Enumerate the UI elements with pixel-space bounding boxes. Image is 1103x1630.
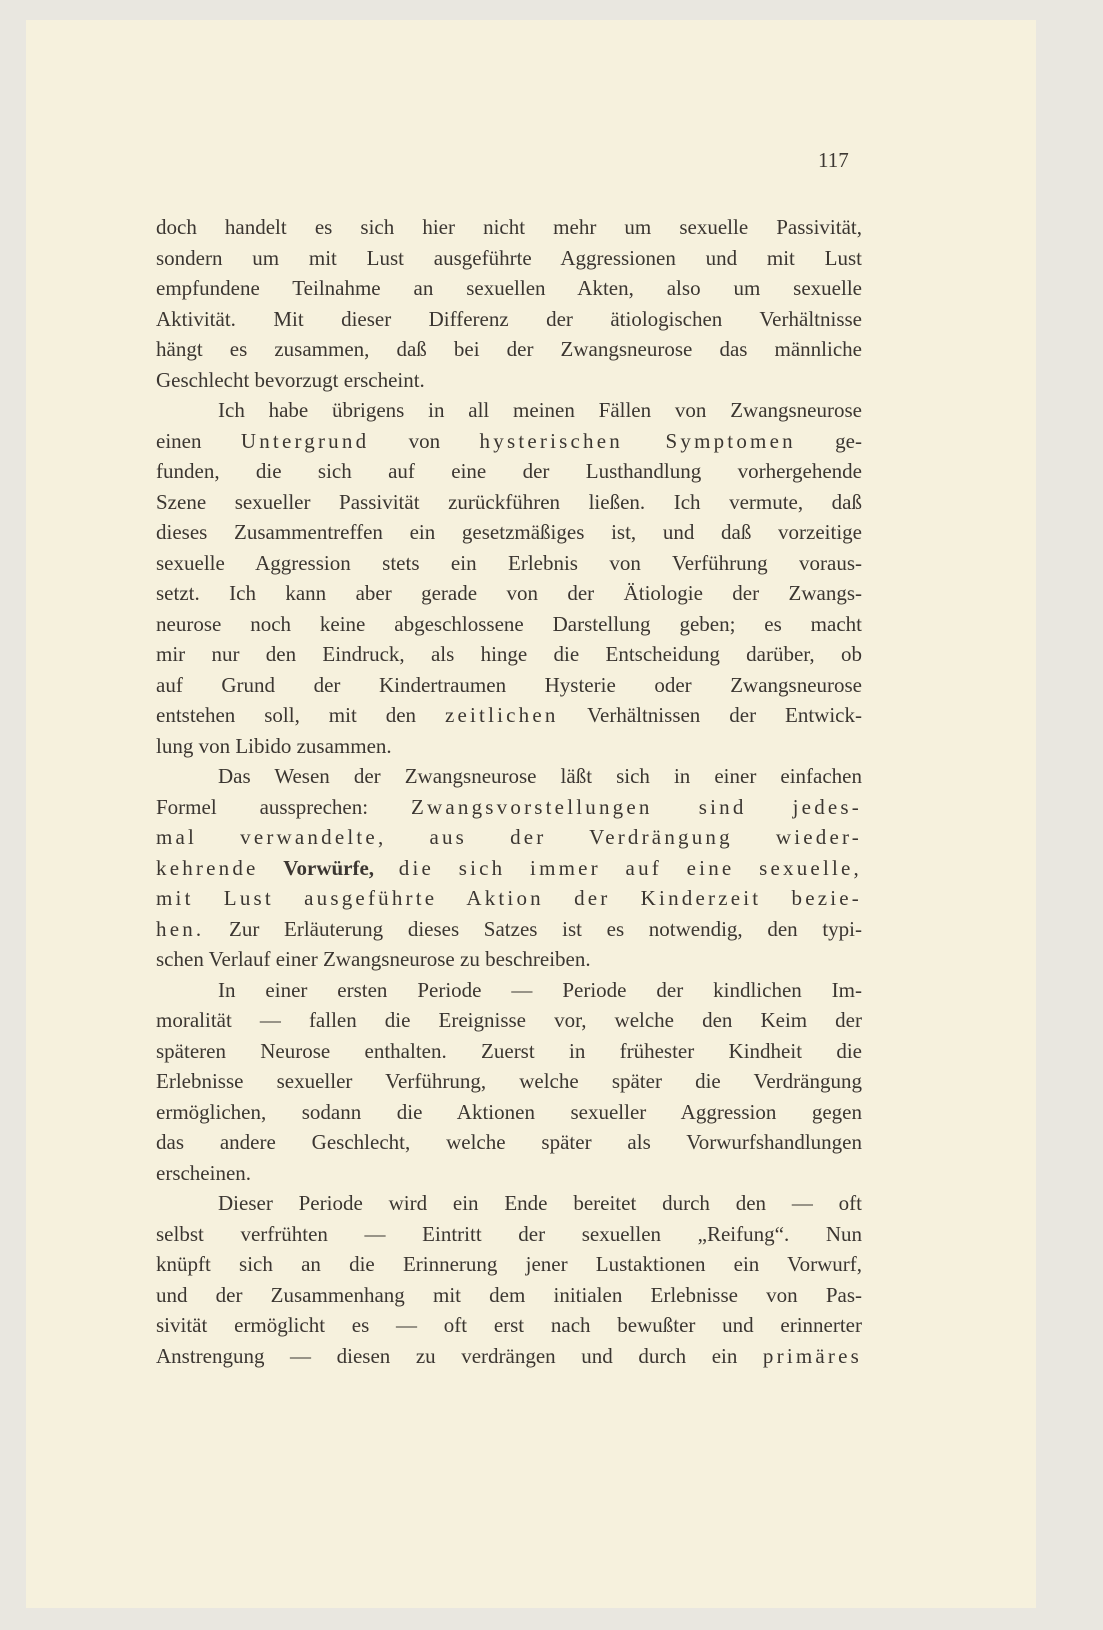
text-run: In einer ersten Periode — Periode der kindlichen Im- — [218, 977, 862, 1002]
text-run: Ich habe übrigens in all meinen Fällen von Zwangsneurose — [218, 398, 862, 422]
text-run: lung von Libido zusammen. — [156, 733, 392, 758]
text-line — [156, 243, 862, 274]
text-line — [156, 212, 862, 243]
text-run: funden, die sich auf eine der Lusthandlung vorhergehende — [156, 459, 862, 483]
text-run: späteren Neurose enthalten. Zuerst in frühester Kindheit die — [156, 1038, 862, 1063]
text-run: einen — [156, 428, 241, 453]
text-run: von — [369, 428, 480, 453]
text-line — [156, 1219, 862, 1250]
text-run: hängt es zusammen, daß bei der Zwangsneurose das männliche — [156, 337, 862, 361]
text-run: Das Wesen der Zwangsneurose läßt sich in einer einfachen — [218, 764, 862, 788]
text-run: sexuelle Aggression stets ein Erlebnis von Verführung voraus- — [156, 550, 862, 575]
text-line — [156, 334, 862, 365]
bold-emphasis: Vorwürfe, — [283, 855, 375, 880]
text-line — [156, 426, 862, 457]
text-line — [156, 365, 862, 396]
text-run: sondern um mit Lust ausgeführte Aggressionen und mit Lust — [156, 245, 862, 270]
text-line — [156, 975, 862, 1006]
text-run: auf Grund der Kindertraumen Hysterie oder Zwangsneurose — [156, 672, 862, 697]
text-run: dieses Zusammentreffen ein gesetzmäßiges ist, und daß vorzeitige — [156, 520, 862, 544]
text-run: Zur Erläuterung dieses Satzes ist es notwendig, den typi- — [204, 916, 862, 941]
text-run: doch handelt es sich hier nicht mehr um sexuelle Passivität, — [156, 215, 862, 239]
text-run: Aktivität. Mit dieser Differenz der ätiologischen Verhältnisse — [156, 306, 862, 331]
text-run: sivität ermöglicht es — oft erst nach bewußter und erinnerter — [156, 1313, 862, 1337]
text-run: erscheinen. — [156, 1160, 252, 1185]
spaced-emphasis: mal verwandelte, aus der Verdrängung wieder- — [156, 825, 862, 849]
text-line — [156, 1127, 862, 1158]
spaced-emphasis: hysterischen Symptomen — [479, 428, 796, 453]
text-run: moralität — fallen die Ereignisse vor, welche den Keim der — [156, 1008, 862, 1032]
text-line — [156, 914, 862, 945]
text-run: Verhältnissen der Entwick- — [558, 703, 862, 727]
text-line — [156, 1036, 862, 1067]
page-number: 117 — [818, 148, 849, 172]
spaced-emphasis: mit Lust ausgeführte Aktion der Kinderzeit bezie- — [156, 886, 862, 910]
text-run: Anstrengung — diesen zu verdrängen und durch ein — [156, 1343, 763, 1368]
text-line — [156, 792, 862, 823]
text-line — [156, 1066, 862, 1097]
text-line — [156, 1005, 862, 1036]
text-line — [156, 609, 862, 640]
text-run: ermöglichen, sodann die Aktionen sexueller Aggression gegen — [156, 1099, 862, 1124]
text-line — [156, 670, 862, 701]
text-line — [156, 761, 862, 792]
text-line — [156, 487, 862, 518]
text-line — [156, 548, 862, 579]
body-text — [156, 212, 862, 1371]
text-run: Szene sexueller Passivität zurückführen ließen. Ich vermute, daß — [156, 489, 862, 514]
text-run: das andere Geschlecht, welche später als Vorwurfshandlungen — [156, 1130, 862, 1154]
text-line — [156, 1280, 862, 1311]
text-run: knüpft sich an die Erinnerung jener Lustaktionen ein Vorwurf, — [156, 1252, 862, 1276]
text-run: und der Zusammenhang mit dem initialen Erlebnisse von Pas- — [156, 1282, 862, 1307]
text-line — [156, 1341, 862, 1372]
text-line — [156, 639, 862, 670]
text-run: schen Verlauf einer Zwangsneurose zu beschreiben. — [156, 947, 591, 971]
spaced-emphasis: hen. — [156, 916, 205, 941]
book-page — [26, 20, 1036, 1608]
text-line — [156, 883, 862, 914]
text-line — [156, 731, 862, 762]
spaced-emphasis: kehrende — [156, 855, 284, 880]
text-run: Geschlecht bevorzugt erscheint. — [156, 367, 425, 392]
text-run: Erlebnisse sexueller Verführung, welche später die Verdrängung — [156, 1069, 862, 1093]
text-run: empfundene Teilnahme an sexuellen Akten, also um sexuelle — [156, 276, 862, 300]
text-line — [156, 700, 862, 731]
text-run: setzt. Ich kann aber gerade von der Ätiologie der Zwangs- — [156, 581, 862, 605]
text-line — [156, 395, 862, 426]
text-line — [156, 1310, 862, 1341]
text-line — [156, 853, 862, 884]
text-line — [156, 1097, 862, 1128]
text-line — [156, 273, 862, 304]
text-line — [156, 822, 862, 853]
text-line — [156, 456, 862, 487]
spaced-emphasis: die sich immer auf eine sexuelle, — [374, 855, 862, 880]
text-run: ge- — [795, 428, 862, 453]
text-line — [156, 1158, 862, 1189]
spaced-emphasis: Zwangsvorstellungen sind jedes- — [410, 794, 862, 819]
text-line — [156, 944, 862, 975]
spaced-emphasis: Untergrund — [240, 428, 370, 453]
text-run: neurose noch keine abgeschlossene Darstellung geben; es macht — [156, 611, 862, 636]
spaced-emphasis: primäres — [762, 1343, 862, 1368]
text-run: entstehen soll, mit den — [156, 703, 445, 727]
text-line — [156, 1188, 862, 1219]
text-line — [156, 578, 862, 609]
text-run: Formel aussprechen: — [156, 794, 411, 819]
text-line — [156, 304, 862, 335]
text-line — [156, 517, 862, 548]
spaced-emphasis: zeitlichen — [444, 703, 559, 727]
text-run: Dieser Periode wird ein Ende bereitet durch den — oft — [218, 1191, 862, 1215]
text-run: selbst verfrühten — Eintritt der sexuellen „Reifung“. Nun — [156, 1221, 862, 1246]
text-line — [156, 1249, 862, 1280]
text-run: mir nur den Eindruck, als hinge die Entscheidung darüber, ob — [156, 642, 862, 666]
